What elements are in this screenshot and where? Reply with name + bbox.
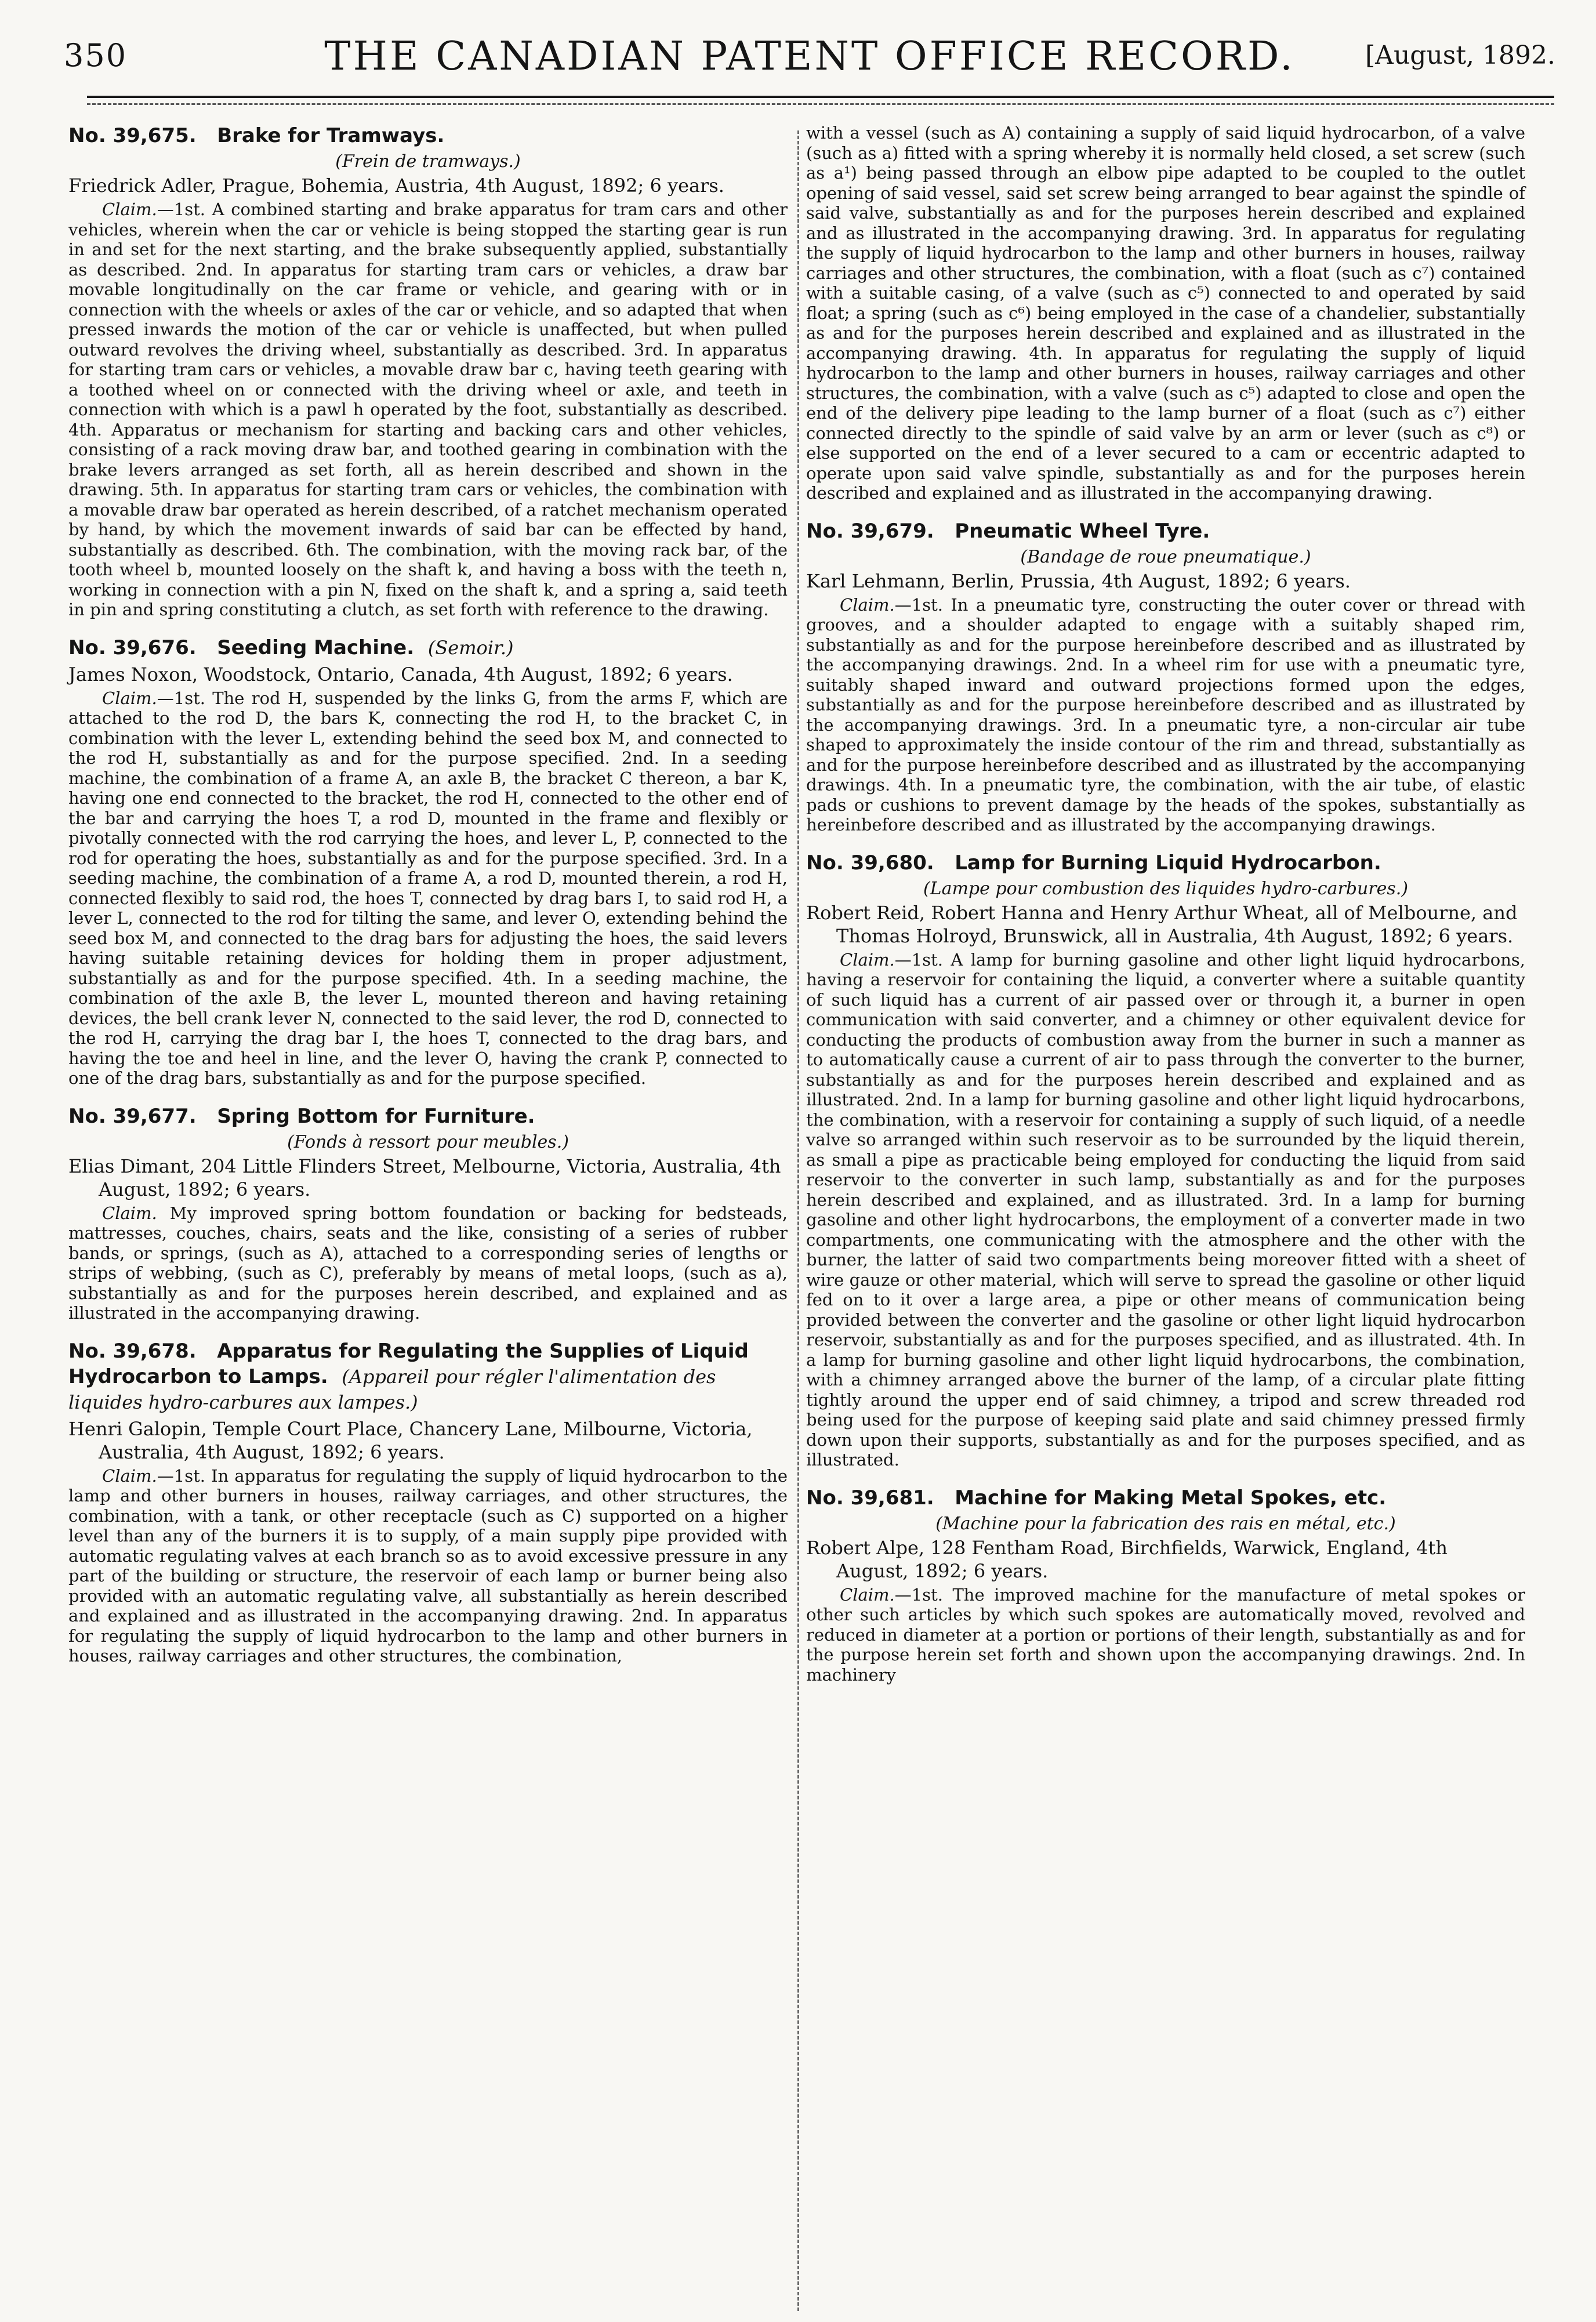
entry-heading [806,850,1525,876]
patent-title: Pneumatic Wheel Tyre. [955,519,1210,543]
claim-label: Claim. [840,1584,895,1605]
inventor-line: James Noxon, Woodstock, Ontario, Canada, 4th August, 1892; 6 years. [68,663,733,685]
entry-heading [68,1104,788,1129]
patent-number: No. 39,681. [806,1486,934,1510]
french-title: (Bandage de roue pneumatique.) [1020,546,1311,567]
claims-text [68,688,788,1089]
page-header [64,34,1555,84]
inventor-line: Karl Lehmann, Berlin, Prussia, 4th August, 1892; 6 years. [806,569,1351,592]
claim-label: Claim. [102,688,157,708]
claims-body: —1st. In a pneumatic tyre, constructing the outer cover or thread with grooves, and a shoulder adapted to engage with a suitably shaped rim, substantially as and for the purpose hereinbefore described and as illustrated by the accompanying drawings. 2nd. In a wheel rim for use with a pneumatic tyre, suitably shaped inward and outward projections formed upon the edges, substantially as and for the purpose hereinbefore described and as illustrated by the accompanying drawings. 3rd. In a pneumatic tyre, a non-circular air tube shaped to approximately the inside contour of the rim and thread, substantially as and for the purpose hereinbefore described and as illustrated by the accompanying drawings. 4th. In a pneumatic tyre, the combination, with the air tube, of elastic pads or cushions to prevent damage by the heads of the spokes, substantially as hereinbefore described and as illustrated by the accompanying drawings. [806,594,1525,835]
claims-text [806,595,1525,835]
entry-heading [68,123,788,148]
claim-label: Claim. [840,594,895,615]
issue-date: [August, 1892. [1365,41,1555,70]
entry-heading [68,635,788,661]
claims-text [68,1466,788,1666]
entry-heading [68,1338,788,1415]
claims-text [68,199,788,620]
inventor-line: Henri Galopin, Temple Court Place, Chancery Lane, Milbourne, Victoria, Australia, 4th August, 1892; 6 years. [68,1417,753,1463]
inventor-line: Friedrick Adler, Prague, Bohemia, Austria, 4th August, 1892; 6 years. [68,175,724,197]
claims-body: —1st. The rod H, suspended by the links G, from the arms F, which are attached to the rod D, the bars K, connecting the rod H, to the bracket C, in combination with the lever L, extending behind the seed box M, and connected to the rod H, substantially as and for the purpose specified. 2nd. In a seeding machine, the combination of a frame A, an axle B, the bracket C thereon, a bar K, having one end connected to the bracket, the rod H, connected to the other end of the bar and carrying the hoes T, a rod D, mounted in the frame and flexibly or pivotally connected with the rod carrying the hoes, and lever L, P, connected to the rod for operating the hoes, substantially as and for the purpose specified. 3rd. In a seeding machine, the combination of a frame A, a rod D, mounted therein, a rod H, connected flexibly to said rod, the hoes T, connected by drag bars I, to said rod H, a lever L, connected to the rod for tilting the same, and lever O, extending behind the seed box M, and connected to the drag bars for adjusting the hoes, the said levers having suitable retaining devices for holding them in proper adjustment, substantially as and for the purpose specified. 4th. In a seeding machine, the combination of the axle B, the lever L, mounted thereon and having retaining devices, the bell crank lever N, connected to the said lever, the rod D, connected to the rod H, carrying the drag bar I, the hoes T, connected to the drag bars, and having the toe and heel in line, and the lever O, having the crank P, connected to one of the drag bars, substantially as and for the purpose specified. [68,688,788,1088]
patent-number: No. 39,678. [68,1339,197,1363]
claims-body: —1st. The improved machine for the manufacture of metal spokes or other such articles by which such spokes are automatically moved, revolved and reduced in diameter at a portion or portions of their length, substantially as and for the purpose herein set forth and shown upon the accompanying drawings. 2nd. In machinery [806,1584,1525,1685]
header-rule-dashed [87,103,1554,105]
inventor-line: Robert Alpe, 128 Fentham Road, Birchfields, Warwick, England, 4th August, 1892; 6 years. [806,1536,1448,1582]
patent-number: No. 39,680. [806,851,934,875]
claims-continued: with a vessel (such as A) containing a supply of said liquid hydrocarbon, of a valve (such as a) fitted with a spring whereby it is normally held closed, a set screw (such as a¹) being passed through an elbow pipe adapted to be coupled to the outlet opening of said vessel, said set screw being arranged to bear against the spindle of said valve, substantially as and for the purposes herein described and explained and as illustrated in the accompanying drawing. 3rd. In apparatus for regulating the supply of liquid hydrocarbon to the lamp and other burners in houses, railway carriages and other structures, the combination, with a float (such as c⁷) contained with a suitable casing, of a valve (such as c⁵) connected to and operated by said float; a spring (such as c⁶) being employed in the case of a chandelier, substantially as and for the purposes herein described and explained and as illustrated in the accompanying drawing. 4th. In apparatus for regulating the supply of liquid hydrocarbon to the lamp and other burners in houses, railway carriages and other structures, the combination, with a valve (such as c⁵) adapted to close and open the end of the delivery pipe leading to the lamp burner of a float (such as c⁷) either connected directly to the spindle of said valve by an arm or lever (such as c⁸) or else supported on the end of a lever secured to a cam or eccentric adapted to operate upon said valve spindle, substantially as and for the purposes herein described and explained and as illustrated in the accompanying drawing. [806,123,1525,503]
claim-label: Claim. [102,199,157,219]
patent-title: Seeding Machine. [217,636,415,659]
inventor-line: Elias Dimant, 204 Little Flinders Street, Melbourne, Victoria, Australia, 4th August, 1892; 6 years. [68,1155,781,1200]
entry-heading [806,518,1525,544]
claim-label: Claim. [102,1203,157,1223]
patent-title: Machine for Making Metal Spokes, etc. [955,1486,1387,1510]
claims-body: —1st. A combined starting and brake apparatus for tram cars and other vehicles, wherein when the car or vehicle is being stopped the starting gear is run in and set for the next starting, and the brake subsequently applied, substantially as described. 2nd. In apparatus for starting tram cars or vehicles, a draw bar movable longitudinally on the car frame or vehicle, and gearing with or in connection with the wheels or axles of the car or vehicle, and so adapted that when pressed inwards the motion of the car or vehicle is unaffected, but when pulled outward revolves the driving wheel, substantially as described. 3rd. In apparatus for starting tram cars or vehicles, a movable draw bar c, having teeth gearing with a toothed wheel on or connected with the driving wheel or axle, and teeth in connection with which is a pawl h operated by the foot, substantially as described. 4th. Apparatus or mechanism for starting and backing cars and other vehicles, consisting of a rack moving draw bar, and toothed gearing in combination with the brake levers arranged as set forth, all as herein described and shown in the drawing. 5th. In apparatus for starting tram cars or vehicles, the combination with a movable draw bar operated as herein described, of a ratchet mechanism operated by hand, by which the movement inwards of said bar can be effected by hand, substantially as described. 6th. The combination, with the moving rack bar, of the tooth wheel b, mounted loosely on the shaft k, and having a boss with the teeth n, working in connection with a pin N, fixed on the shaft k, and a spring a, said teeth in pin and spring constituting a clutch, as set forth with reference to the drawing. [68,199,788,619]
claims-body: —1st. In apparatus for regulating the supply of liquid hydrocarbon to the lamp and other burners in houses, railway carriages, and other structures, the combination, with a tank, or other receptacle (such as C) supported on a higher level than any of the burners it is to supply, of a main supply pipe provided with automatic regulating valves at each branch so as to avoid excessive pressure in any part of the building or structure, the reservoir of each lamp or burner being also provided with an automatic regulating valve, all substantially as herein described and explained and as illustrated in the accompanying drawing. 2nd. In apparatus for regulating the supply of liquid hydrocarbon to the lamp and other burners in houses, railway carriages and other structures, the combination, [68,1465,788,1666]
claims-body: My improved spring bottom foundation or backing for bedsteads, mattresses, couches, chairs, seats and the like, consisting of a series of rubber bands, or springs, (such as A), attached to a corresponding series of lengths or strips of webbing, (such as C), preferably by means of metal loops, (such as a), substantially as and for the purposes herein described, and explained and as illustrated in the accompanying drawing. [68,1203,788,1323]
claims-text [806,950,1525,1470]
french-title: (Lampe pour combustion des liquides hydro-carbures.) [923,878,1409,899]
claims-text [68,1203,788,1323]
patent-title: Lamp for Burning Liquid Hydrocarbon. [955,851,1381,875]
patent-entry-39678-continued [806,123,1525,503]
french-title: (Fonds à ressort pour meubles.) [287,1131,569,1152]
journal-title: THE CANADIAN PATENT OFFICE RECORD. [324,34,1295,79]
french-title-inline: (Semoir.) [427,636,514,659]
patent-entry-39681 [806,1485,1525,1685]
left-column [68,123,788,1681]
patent-number: No. 39,679. [806,519,934,543]
patent-title: Brake for Tramways. [217,124,445,147]
right-column [806,123,1525,1700]
column-divider [797,130,799,2311]
header-rule [87,96,1554,98]
claim-label: Claim. [102,1465,157,1486]
french-title-inline: (Appareil pour régler l'alimentation des liquides hydro-carbures aux lampes.) [68,1365,716,1413]
patent-entry-39678 [68,1338,788,1666]
claims-body: —1st. A lamp for burning gasoline and other light liquid hydrocarbons, having a reservoir for containing the liquid, a converter where a suitable quantity of such liquid has a current of air passed over or through it, a burner in open communication with said converter, and a chimney or other equivalent device for conducting the products of combustion away from the burner in such a manner as to automatically cause a current of air to pass through the converter to the burner, substantially as and for the purposes herein described and explained and as illustrated. 2nd. In a lamp for burning gasoline and other light liquid hydrocarbons, the combination, with a reservoir for containing a supply of such liquid, of a needle valve so arranged within such reservoir as to be surrounded by the liquid therein, as small a pipe as practicable being employed for conducting the liquid from said reservoir to the converter in such lamp, substantially as and for the purposes herein described and explained, and as illustrated. 3rd. In a lamp for burning gasoline and other light hydrocarbons, the employment of a converter made in two compartments, one communicating with the atmosphere and the other with the burner, the latter of said two compartments being moreover fitted with a sheet of wire gauze or other material, which will serve to spread the gasoline or other liquid fed on to it over a large area, a pipe or other means of communication being provided between the converter and the gasoline or other light liquid hydrocarbon reservoir, substantially as and for the purposes specified, and as illustrated. 4th. In a lamp for burning gasoline and other light liquid hydrocarbons, the combination, with a chimney arranged above the burner of the lamp, of a circular plate fitting tightly around the upper end of said chimney, a tripod and screw threaded rod being used for the purpose of keeping said plate and said chimney pressed firmly down upon their supports, substantially as and for the purposes specified, and as illustrated. [806,949,1525,1470]
inventor-line: Robert Reid, Robert Hanna and Henry Arthur Wheat, all of Melbourne, and Thomas Holroyd, Brunswick, all in Australia, 4th August, 1892; 6 years. [806,901,1518,947]
french-title: (Machine pour la fabrication des rais en métal, etc.) [935,1513,1396,1534]
patent-entry-39679 [806,518,1525,835]
patent-title: Apparatus for Regulating the Supplies of Liquid Hydrocarbon to Lamps. [68,1339,749,1388]
claims-text [806,1585,1525,1685]
patent-number: No. 39,676. [68,636,197,659]
patent-number: No. 39,675. [68,124,197,147]
patent-entry-39676 [68,635,788,1089]
french-title: (Frein de tramways.) [335,151,521,172]
patent-title: Spring Bottom for Furniture. [217,1104,535,1128]
entry-heading [806,1485,1525,1511]
claim-label: Claim. [840,949,895,970]
patent-entry-39680 [806,850,1525,1470]
patent-entry-39675 [68,123,788,620]
page-number: 350 [64,37,128,74]
patent-entry-39677 [68,1104,788,1323]
patent-number: No. 39,677. [68,1104,197,1128]
